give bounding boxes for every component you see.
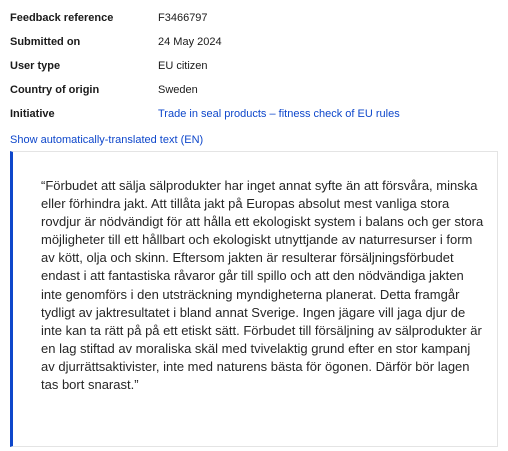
feedback-metadata-table [10, 6, 500, 126]
meta-row-initiative [10, 102, 500, 126]
meta-row-country-of-origin [10, 78, 500, 102]
meta-row-user-type [10, 54, 500, 78]
initiative-link[interactable]: Trade in seal products – fitness check of EU rules [158, 108, 400, 120]
feedback-quote-box [10, 151, 498, 447]
meta-label: Submitted on [10, 36, 81, 48]
meta-row-feedback-reference [10, 6, 500, 30]
show-translation-link[interactable]: Show automatically-translated text (EN) [10, 134, 204, 146]
meta-value: 24 May 2024 [158, 36, 222, 48]
meta-value: F3466797 [158, 12, 208, 24]
meta-value: EU citizen [158, 60, 208, 72]
meta-label: User type [10, 60, 61, 72]
meta-value: Sweden [158, 84, 198, 96]
meta-label: Initiative [10, 108, 55, 120]
meta-row-submitted-on [10, 30, 500, 54]
meta-label: Country of origin [10, 84, 100, 96]
feedback-text: “Förbudet att sälja sälprodukter har inget annat syfte än att försvåra, minska eller förhindra jakt. Att tillåta jakt på Europas absolut mest vanliga stora rovdjur är nödvändigt för att hålla ett ekologiskt system i balans och ger stora möjligheter till ett hållbart och ekologiskt utnyttjande av naturresurser i form av kött, olja och skinn. Eftersom jakten är resulterar försäljningsförbudet endast i att fantastiska råvaror går till spillo och att den nödvändiga jakten inte genomförs i den utsträckning myndigheterna planerat. Detta framgår tydligt av jaktresultatet i bland annat Sverige. Ingen jägare vill jaga djur de inte kan ta rätt på på ett etiskt sätt. Förbudet till försäljning av sälprodukter är en lag stiftad av moraliska skäl med tvivelaktig grund efter en stor kampanj av djurrättsaktivister, inte med naturens bästa för ögonen. Därför bör lagen tas bort snarast.” [41, 178, 484, 393]
meta-label: Feedback reference [10, 12, 114, 24]
